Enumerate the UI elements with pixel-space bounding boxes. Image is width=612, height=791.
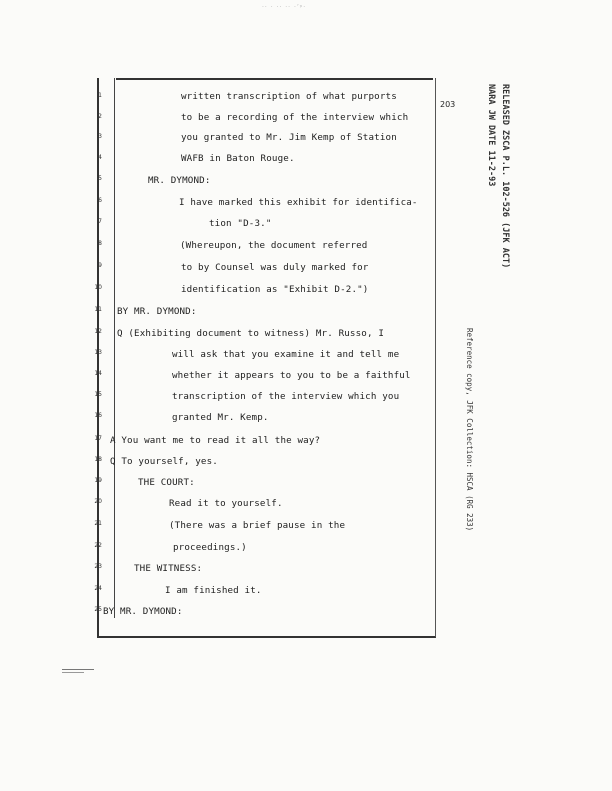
line-number: 16 [94, 412, 102, 419]
line-number: 1 [98, 92, 102, 99]
transcript-line: written transcription of what purports [181, 91, 397, 102]
transcript-line: Q To yourself, yes. [110, 456, 218, 467]
line-number: 18 [94, 456, 102, 463]
line-number: 15 [94, 391, 102, 398]
line-number: 7 [98, 218, 102, 225]
line-number: 23 [94, 563, 102, 570]
release-stamp: RELEASED ZSCA P.L. 102-526 (JFK ACT) [500, 84, 510, 269]
line-number-rule [114, 78, 115, 618]
line-number: 17 [94, 435, 102, 442]
transcript-line: BY MR. DYMOND: [117, 306, 197, 317]
line-number: 12 [94, 328, 102, 335]
transcript-line: BY MR. DYMOND: [103, 606, 183, 617]
line-number: 4 [98, 154, 102, 161]
transcript-line: tion "D-3." [209, 218, 272, 229]
line-number: 8 [98, 240, 102, 247]
transcript-line: granted Mr. Kemp. [172, 412, 269, 423]
line-number: 25 [94, 606, 102, 613]
transcript-line: to by Counsel was duly marked for [181, 262, 369, 273]
line-number: 3 [98, 133, 102, 140]
stray-scan-mark [62, 669, 94, 670]
transcript-line: THE COURT: [138, 477, 195, 488]
transcript-line: to be a recording of the interview which [181, 112, 409, 123]
page-border-top [116, 78, 433, 80]
line-number: 20 [94, 498, 102, 505]
transcript-line: will ask that you examine it and tell me [172, 349, 400, 360]
header-scribble: ·· · ·· ·· ·’ᵖ· [262, 4, 307, 11]
line-number: 10 [94, 284, 102, 291]
transcript-line: MR. DYMOND: [148, 175, 211, 186]
transcript-line: (There was a brief pause in the [169, 520, 346, 531]
page-number: 203 [440, 100, 456, 109]
transcript-line: I have marked this exhibit for identifica- [179, 197, 418, 208]
line-number: 22 [94, 542, 102, 549]
transcript-line: A You want me to read it all the way? [110, 435, 321, 446]
reference-copy-stamp: Reference copy, JFK Collection: HSCA (RG 233) [465, 328, 474, 532]
transcript-line: identification as "Exhibit D-2.") [181, 284, 369, 295]
line-number: 11 [94, 306, 102, 313]
transcript-line: I am finished it. [165, 585, 262, 596]
transcript-line: (Whereupon, the document referred [180, 240, 368, 251]
nara-stamp: NARA JW DATE 11-2-93 [486, 84, 496, 187]
transcript-line: Read it to yourself. [169, 498, 283, 509]
line-number: 13 [94, 349, 102, 356]
transcript-line: whether it appears to you to be a faithful [172, 370, 411, 381]
line-number: 2 [98, 113, 102, 120]
line-number: 14 [94, 370, 102, 377]
transcript-line: you granted to Mr. Jim Kemp of Station [181, 132, 397, 143]
transcript-line: transcription of the interview which you [172, 391, 400, 402]
line-number: 9 [98, 262, 102, 269]
transcript-line: Q (Exhibiting document to witness) Mr. Russo, I [117, 328, 385, 339]
stray-scan-mark [62, 672, 84, 673]
transcript-line: WAFB in Baton Rouge. [181, 153, 295, 164]
transcript-line: proceedings.) [173, 542, 247, 553]
line-number: 21 [94, 520, 102, 527]
line-number: 24 [94, 585, 102, 592]
transcript-line: THE WITNESS: [134, 563, 203, 574]
line-number: 5 [98, 175, 102, 182]
line-number: 6 [98, 197, 102, 204]
line-number: 19 [94, 477, 102, 484]
